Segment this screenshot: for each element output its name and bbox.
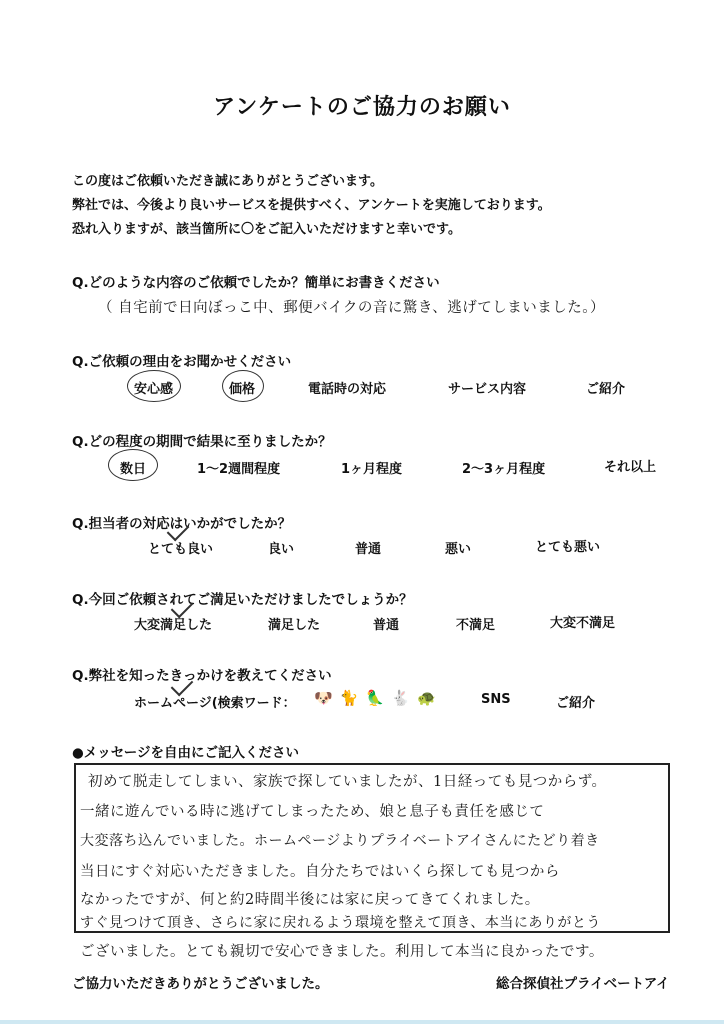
q6-option-homepage[interactable]: ホームページ(検索ワード：	[134, 696, 296, 711]
bottom-edge-divider	[0, 1020, 724, 1024]
q5-option-normal[interactable]: 普通	[373, 618, 400, 633]
message-line-1: 初めて脱走してしまい、家族で探していましたが、1日経っても見つからず。	[88, 774, 607, 790]
q3-question: Q.どの程度の期間で結果に至りましたか？	[72, 434, 332, 450]
message-line-3: 大変落ち込んでいました。ホームページよりプライベートアイさんにたどり着き	[80, 833, 600, 849]
q2-question: Q.ご依頼の理由をお聞かせください	[72, 354, 292, 370]
page-title: アンケートのご協力のお願い	[213, 95, 511, 120]
message-line-7: ございました。とても親切で安心できました。利用して本当に良かったです。	[80, 944, 604, 960]
rabbit-icon: 🐇	[391, 689, 411, 707]
search-word-emojis	[314, 688, 438, 707]
q4-option-bad[interactable]: 悪い	[445, 542, 472, 557]
parrot-icon: 🦜	[365, 689, 385, 707]
q6-option-sns[interactable]: SNS	[481, 692, 511, 707]
q4-option-normal[interactable]: 普通	[355, 542, 382, 557]
intro-line-3: 恐れ入りますが、該当箇所に〇をご記入いただけますと幸いです。	[72, 222, 461, 237]
q5-question: Q.今回ご依頼されてご満足いただけましたでしょうか？	[72, 592, 413, 608]
q3-option-days[interactable]: 数日	[120, 462, 147, 477]
selection-circle	[108, 449, 158, 481]
q1-answer: （ 自宅前で日向ぼっこ中、郵便バイクの音に驚き、逃げてしまいました。）	[98, 300, 605, 316]
message-line-2: 一緒に遊んでいる時に逃げてしまったため、娘と息子も責任を感じて	[80, 804, 545, 820]
message-heading: ●メッセージを自由にご記入ください	[72, 745, 299, 761]
q5-option-unsatisfied[interactable]: 不満足	[456, 618, 496, 633]
q2-option-service[interactable]: サービス内容	[448, 382, 527, 397]
q4-option-very-good[interactable]: とても良い	[148, 542, 214, 557]
q2-option-anshinkan[interactable]: 安心感	[134, 382, 174, 397]
q4-question: Q.担当者の対応はいかがでしたか？	[72, 516, 292, 532]
cat-icon: 🐈	[339, 689, 359, 707]
intro-line-2: 弊社では、今後より良いサービスを提供すべく、アンケートを実施しております。	[72, 198, 551, 213]
q6-option-referral[interactable]: ご紹介	[556, 696, 596, 711]
footer-thanks: ご協力いただきありがとうございました。	[72, 976, 329, 992]
message-line-5: なかったですが、何と約2時間半後には家に戻ってきてくれました。	[80, 892, 540, 908]
turtle-icon: 🐢	[417, 689, 436, 707]
dog-icon: 🐶	[314, 689, 333, 707]
q5-option-very-satisfied[interactable]: 大変満足した	[134, 618, 213, 633]
message-line-4: 当日にすぐ対応いただきました。自分たちではいくら探しても見つから	[80, 864, 560, 880]
message-line-6: すぐ見つけて頂き、さらに家に戻れるよう環境を整えて頂き、本当にありがとう	[80, 915, 601, 931]
footer-company: 総合探偵社プライベートアイ	[496, 976, 670, 992]
selection-circle	[127, 370, 181, 402]
q5-option-very-unsatisfied[interactable]: 大変不満足	[550, 616, 616, 631]
q3-option-2-3months[interactable]: 2～3ヶ月程度	[462, 462, 546, 477]
q4-option-good[interactable]: 良い	[268, 542, 295, 557]
q2-option-kakaku[interactable]: 価格	[229, 382, 256, 397]
q1-question: Q.どのような内容のご依頼でしたか？簡単にお書きください	[72, 275, 440, 291]
q4-option-very-bad[interactable]: とても悪い	[535, 540, 601, 555]
q6-question: Q.弊社を知ったきっかけを教えてください	[72, 668, 332, 684]
q3-option-1-2weeks[interactable]: 1～2週間程度	[197, 462, 281, 477]
selection-circle	[222, 370, 264, 402]
q2-option-phone[interactable]: 電話時の対応	[308, 382, 387, 397]
intro-line-1: この度はご依頼いただき誠にありがとうございます。	[72, 174, 383, 189]
q2-option-referral[interactable]: ご紹介	[586, 382, 626, 397]
q3-option-1month[interactable]: 1ヶ月程度	[341, 462, 403, 477]
q3-option-longer[interactable]: それ以上	[604, 460, 657, 475]
q5-option-satisfied[interactable]: 満足した	[268, 618, 321, 633]
